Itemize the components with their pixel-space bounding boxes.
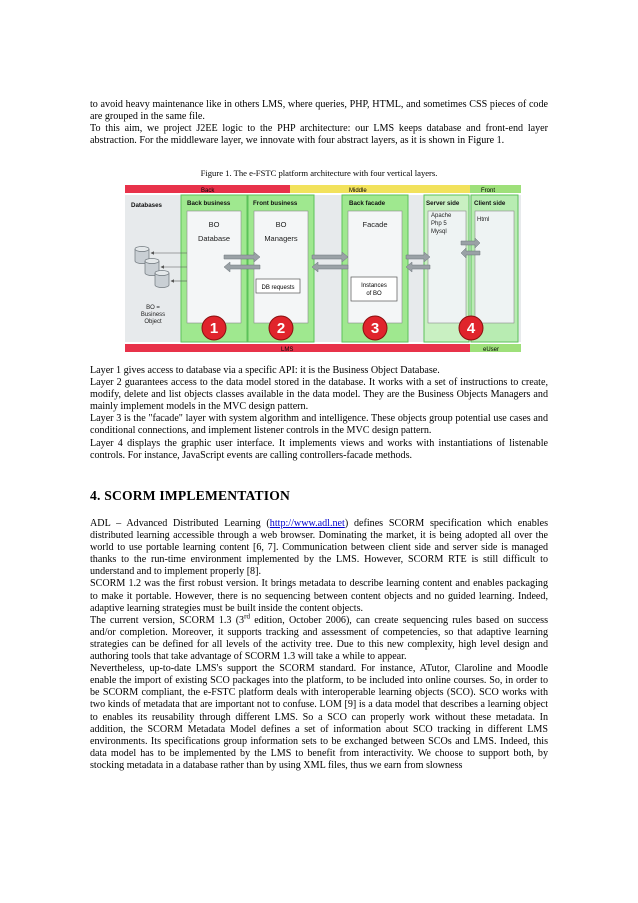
instances-box bbox=[351, 277, 397, 301]
paragraph-scorm13-end: edition, October 2006), can create sequencing rules based on success and/or completion. Moreover, it supports tracking and assessment of competencies, so that adaptive learning strategies can be defined for all levels of the activity tree. Due to this new complexity, high level design and authoring tools that take advantage of SCORM 1.3 will take a while to appear. bbox=[90, 614, 549, 663]
paragraph-adl-start: ADL – Advanced Distributed Learning ( bbox=[90, 518, 270, 529]
html-label: Html bbox=[477, 217, 490, 223]
layers-description bbox=[90, 365, 548, 462]
architecture-diagram bbox=[125, 183, 521, 355]
back-band-label: Back bbox=[201, 188, 215, 194]
badge-1-number: 1 bbox=[209, 320, 219, 337]
intro-paragraph-1: to avoid heavy maintenance like in others LMS, where queries, PHP, HTML, and sometimes CSS pieces of code are grouped in the same file. bbox=[90, 99, 548, 123]
paragraph-adl bbox=[90, 518, 548, 578]
database-label: Database bbox=[197, 234, 231, 243]
paragraph-support: Nevertheless, up-to-date LMS's support the SCORM standard. For instance, ATutor, Claroline and Moodle enable the import of existing SCO packages into the platform, to be included into online courses. So, in order to be SCORM compliant, the e-FSTC platform deals with interoperable learning objects (SCO). SCO works with two kinds of metadata that are important not to confuse. LOM [9] is a data model that describes a learning object to enables its reusability through different LMS. So a SCO can properly work without these metadata. In addition, the SCORM Metadata Model defines a set of information about SCO tracking in different LMS environments. Its specifications group information sets to be exchanged between SCOs and LMS. Indeed, this data model has to be implemented by the LMS to benefit from interactivity. We choose to support both, by stocking metadata in a database rather than by using XML files, thus we earn from slowness bbox=[90, 663, 548, 771]
intro-text bbox=[90, 99, 548, 147]
paragraph-scorm12: SCORM 1.2 was the first robust version. It brings metadata to describe learning content and enables packaging to make it portable. However, there is no sequencing between content objects and no guided learning. Indeed, adaptive learning strategies must be built inside the content objects. bbox=[90, 578, 548, 614]
client-side-header: Client side bbox=[474, 200, 506, 207]
facade-label: Facade bbox=[362, 220, 388, 229]
back-business-header: Back business bbox=[187, 200, 231, 207]
badge-3-number: 3 bbox=[370, 320, 380, 337]
figure-caption: Figure 1. The e-FSTC platform architecture with four vertical layers. bbox=[200, 168, 438, 178]
php5-label: Php 5 bbox=[431, 221, 447, 227]
server-side-header: Server side bbox=[426, 200, 460, 207]
front-business-header: Front business bbox=[253, 200, 298, 207]
front-band-label: Front bbox=[481, 188, 496, 194]
instances-label-1: Instances bbox=[361, 283, 387, 289]
paragraph-adl-end: ) defines SCORM specification which enables distributed learning accessible through a web browser. Dominating the market, it is being adopted all over the world to use portable learning content [6, 7]. Communication between client side and server side is managed thanks to the run-time environment implemented by the LMS. However, SCORM RTE is still difficult to understand and to implement properly [8]. bbox=[90, 518, 548, 578]
paragraph-scorm13 bbox=[90, 612, 549, 663]
euser-band-label: eUser bbox=[483, 347, 500, 353]
middle-band bbox=[290, 185, 470, 193]
layer-2-text: Layer 2 guarantees access to the data model stored in the database. It works with a set of instructions to create, modify, delete and list objects classes available in the data model. They are the Business Objects Managers and mainly implement models in the MVC design pattern. bbox=[90, 377, 548, 413]
intro-paragraph-2: To this aim, we project J2EE logic to the PHP architecture: our LMS keeps database and front-end layer abstraction. For the middleware layer, we innovate with four abstract layers, as it is shown in Figure 1. bbox=[90, 123, 548, 147]
back-facade-header: Back facade bbox=[349, 200, 386, 207]
section-body bbox=[90, 518, 548, 772]
layer-1-text: Layer 1 gives access to database via a specific API: it is the Business Object Database. bbox=[90, 365, 440, 376]
server-side-panel bbox=[428, 211, 466, 323]
lms-band-label: LMS bbox=[281, 347, 294, 353]
section-heading: 4. SCORM IMPLEMENTATION bbox=[90, 488, 291, 503]
apache-label: Apache bbox=[431, 213, 452, 219]
adl-link[interactable]: http://www.adl.net bbox=[269, 518, 345, 529]
instances-label-2: of BO bbox=[366, 291, 382, 297]
badge-4-number: 4 bbox=[466, 320, 476, 337]
client-side-panel bbox=[475, 211, 514, 323]
bo-definition-2: Business bbox=[140, 312, 166, 318]
bo-label-1: BO bbox=[208, 220, 220, 229]
front-band bbox=[470, 185, 521, 193]
db-requests-label: DB requests bbox=[261, 285, 295, 291]
databases-header: Databases bbox=[131, 202, 162, 209]
mysql-label: Mysql bbox=[431, 229, 447, 235]
ordinal-suffix: rd bbox=[244, 612, 250, 621]
layer-3-text: Layer 3 is the "facade" layer with system algorithm and intelligence. These objects group potential use cases and conditional connections, and implement listener controls in the MVC design pattern. bbox=[90, 413, 548, 437]
managers-label: Managers bbox=[264, 234, 298, 243]
bo-label-2: BO bbox=[275, 220, 287, 229]
lms-band bbox=[125, 344, 470, 352]
layer-4-text: Layer 4 displays the graphic user interface. It implements views and works with instantiations of listenable controls. For instance, JavaScript events are calling controllers-facade methods. bbox=[90, 437, 548, 461]
bo-definition-3: Object bbox=[144, 319, 162, 325]
bo-definition-1: BO = bbox=[146, 305, 160, 311]
middle-band-label: Middle bbox=[349, 188, 367, 194]
paragraph-scorm13-start: The current version, SCORM 1.3 (3 bbox=[90, 614, 245, 626]
badge-2-number: 2 bbox=[276, 320, 286, 337]
